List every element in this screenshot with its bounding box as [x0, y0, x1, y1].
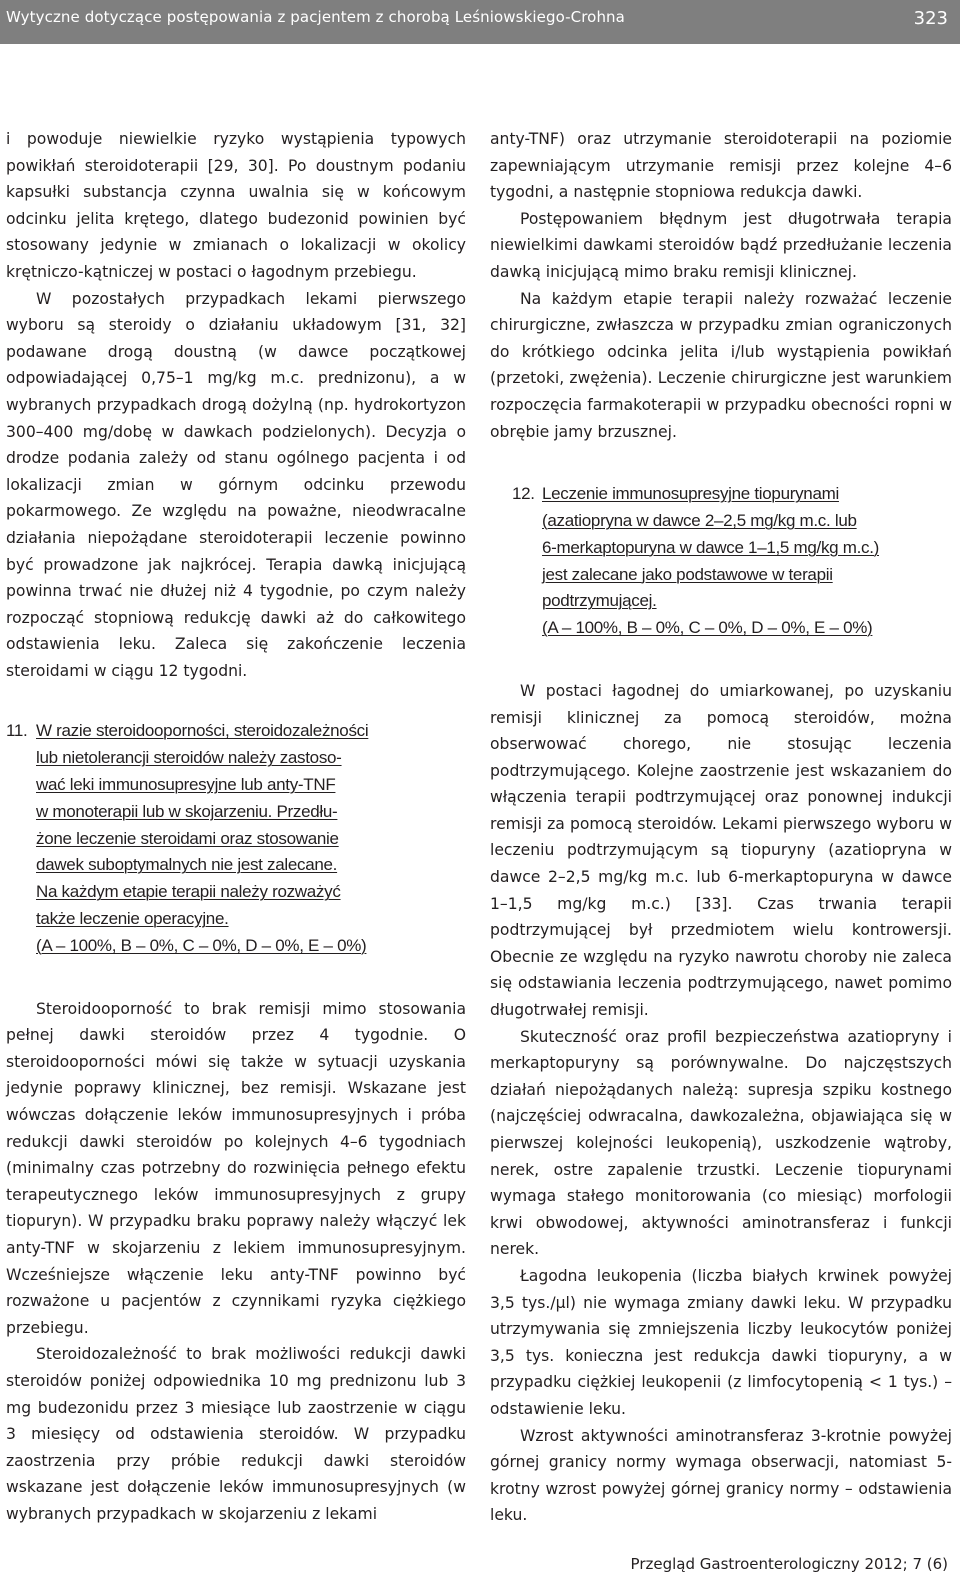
paragraph: W pozostałych przypadkach lekami pierwszego wyboru są steroidy o działaniu układowym [31, 32] podawane drogą doustną (w dawce początkowej odpowiadającej 0,75–1 mg/kg m.c. prednizonu), a w wybranych przypadkach drogą dożylną (np. hydrokortyzon 300–400 mg/dobę w dawkach podzielonych). Decyzja o drodze podania zależy od stanu ogólnego pacjenta i od lokalizacji zmian w górnym odcinku przewodu pokarmowego. Ze względu na poważne, nieodwracalne działania niepożądane steroidoterapii leczenie powinno być prowadzone jak najkrócej. Terapia dawką inicjującą powinna trwać nie dłużej niż 4 tygodnie, po czym należy rozpocząć stopniową redukcję dawki aż do całkowitego odstawienia leku. Zaleca się zakończenie leczenia steroidami w ciągu 12 tygodni.: [6, 289, 466, 680]
paragraph: Na każdym etapie terapii należy rozważać leczenie chirurgiczne, zwłaszcza w przypadku zmian ograniczonych do krótkiego odcinka jelita i/lub wystąpienia powikłań (przetoki, zwężenia). Leczenie chirurgiczne jest warunkiem rozpoczęcia farmakoterapii w przypadku obecności ropni w obrębie jamy brzusznej.: [490, 289, 952, 441]
paragraph: W postaci łagodnej do umiarkowanej, po uzyskaniu remisji klinicznej za pomocą steroidów, można obserwować chorego, nie stosując leczenia podtrzymującego. Kolejne zaostrzenie jest wskazaniem do włączenia terapii podtrzymującej oraz ponownej indukcji remisji za pomocą steroidów. Lekami pierwszego wyboru w leczeniu podtrzymującym są tiopuryny (azatiopryna w dawce 2–2,5 mg/kg m.c. lub 6-merkaptopuryna w dawce 1–1,5 mg/kg m.c.) [33]. Czas trwania terapii podtrzymującej był przedmiotem wielu kontrowersji. Obecnie ze względu na ryzyko nawrotu choroby nie zaleca się odstawiania leczenia podtrzymującego, nawet pomimo długotrwałej remisji.: [490, 681, 952, 1020]
recommendation-line: lub nietolerancji steroidów należy zastoso-: [36, 748, 342, 768]
recommendation-line: (azatiopryna w dawce 2–2,5 mg/kg m.c. lub: [542, 510, 857, 530]
recommendation-line: W razie steroidooporności, steroidozależności: [36, 721, 369, 741]
recommendation-line: Leczenie immunosupresyjne tiopurynami: [542, 484, 839, 504]
journal-footer: Przegląd Gastroenterologiczny 2012; 7 (6): [630, 1555, 948, 1573]
paragraph: Wzrost aktywności aminotransferaz 3-krotnie powyżej górnej granicy normy wymaga obserwacji, natomiast 5-krotny wzrost powyżej górnej granicy normy – odstawienia leku.: [490, 1426, 952, 1525]
recommendation-line: jest zalecane jako podstawowe w terapii: [542, 564, 833, 584]
recommendation-number: 11.: [6, 721, 28, 741]
running-title: Wytyczne dotyczące postępowania z pacjentem z chorobą Leśniowskiego-Crohna: [6, 8, 625, 26]
recommendation-line: (A – 100%, B – 0%, C – 0%, D – 0%, E – 0%): [542, 618, 873, 638]
left-column: [6, 126, 466, 1528]
recommendation-line: 6-merkaptopuryna w dawce 1–1,5 mg/kg m.c.): [542, 537, 879, 557]
recommendation-line: Na każdym etapie terapii należy rozważyć: [36, 882, 341, 902]
recommendation-line: żone leczenie steroidami oraz stosowanie: [36, 828, 339, 848]
paragraph: anty-TNF) oraz utrzymanie steroidoterapii na poziomie zapewniającym utrzymanie remisji przez kolejne 4–6 tygodni, a następnie stopniowa redukcja dawki.: [490, 130, 952, 202]
paragraph: Steroidooporność to brak remisji mimo stosowania pełnej dawki steroidów przez 4 tygodnie. O steroidooporności mówi się także w sytuacji uzyskania jedynie poprawy klinicznej, bez remisji. Wskazane jest wówczas dołączenie leków immunosupresyjnych i próba redukcji dawki steroidów po kolejnych 4–6 tygodniach (minimalny czas potrzebny do rozwinięcia pełnego efektu terapeutycznego leków immunosupresyjnych z grupy tiopuryn). W przypadku braku poprawy należy włączyć lek anty-TNF w skojarzeniu z lekiem immunosupresyjnym. Wcześniejsze włączenie leku anty-TNF powinno być rozważone u pacjentów z czynnikami ryzyka ciężkiego przebiegu.: [6, 999, 466, 1337]
paragraph: i powoduje niewielkie ryzyko wystąpienia typowych powikłań steroidoterapii [29, 30]. Po doustnym podaniu kapsułki substancja czynna uwalnia się w końcowym odcinku jelita krętego, dlatego budezonid powinien być stosowany jedynie w zmianach o lokalizacji w okolicy krętniczo-kątniczej w postaci o łagodnym przebiegu.: [6, 130, 466, 281]
recommendation-line: w monoterapii lub w skojarzeniu. Przedłu-: [36, 801, 338, 821]
recommendation-11: [6, 718, 466, 959]
recommendation-number: 12.: [512, 484, 535, 504]
paragraph: Skuteczność oraz profil bezpieczeństwa azatiopryny i merkaptopuryny są porównywalne. Do najczęstszych działań niepożądanych należą: supresja szpiku kostnego (najczęściej odwracalna, dawkozależna, objawiająca się w pierwszej kolejności leukopenią), uszkodzenie wątroby, nerek, ostre zapalenie trzustki. Leczenie tiopurynami wymaga stałego monitorowania (co miesiąc) morfologii krwi obwodowej, aktywności aminotransferaz i funkcji nerek.: [490, 1027, 952, 1259]
page-number: 323: [913, 8, 948, 29]
recommendation-line: (A – 100%, B – 0%, C – 0%, D – 0%, E – 0%): [36, 935, 367, 955]
running-header: [0, 0, 960, 44]
paragraph: Łagodna leukopenia (liczba białych krwinek powyżej 3,5 tys./µl) nie wymaga zmiany dawki leku. W przypadku utrzymywania się zmniejszenia liczby leukocytów poniżej 3,5 tys. konieczna jest redukcja dawki tiopuryny, a w przypadku ciężkiej leukopenii (z limfocytopenią < 1 tys.) – odstawienie leku.: [490, 1266, 952, 1418]
paragraph: Postępowaniem błędnym jest długotrwała terapia niewielkimi dawkami steroidów bądź przedłużanie leczenia dawką inicjującą mimo braku remisji klinicznej.: [490, 209, 952, 281]
right-column: [490, 126, 952, 1529]
recommendation-line: podtrzymującej.: [542, 591, 657, 611]
recommendation-12: [490, 481, 952, 642]
paragraph: Steroidozależność to brak możliwości redukcji dawki steroidów poniżej odpowiednika 10 mg prednizonu lub 3 mg budezonidu przez 3 miesiące lub zaostrzenie w ciągu 3 miesięcy od odstawienia steroidów. W przypadku zaostrzenia przy próbie redukcji dawki steroidów wskazane jest dołączenie leków immunosupresyjnych (w wybranych przypadkach w skojarzeniu z lekami: [6, 1345, 466, 1523]
recommendation-line: wać leki immunosupresyjne lub anty-TNF: [36, 775, 336, 795]
recommendation-line: także leczenie operacyjne.: [36, 909, 229, 929]
recommendation-line: dawek suboptymalnych nie jest zalecane.: [36, 855, 338, 875]
